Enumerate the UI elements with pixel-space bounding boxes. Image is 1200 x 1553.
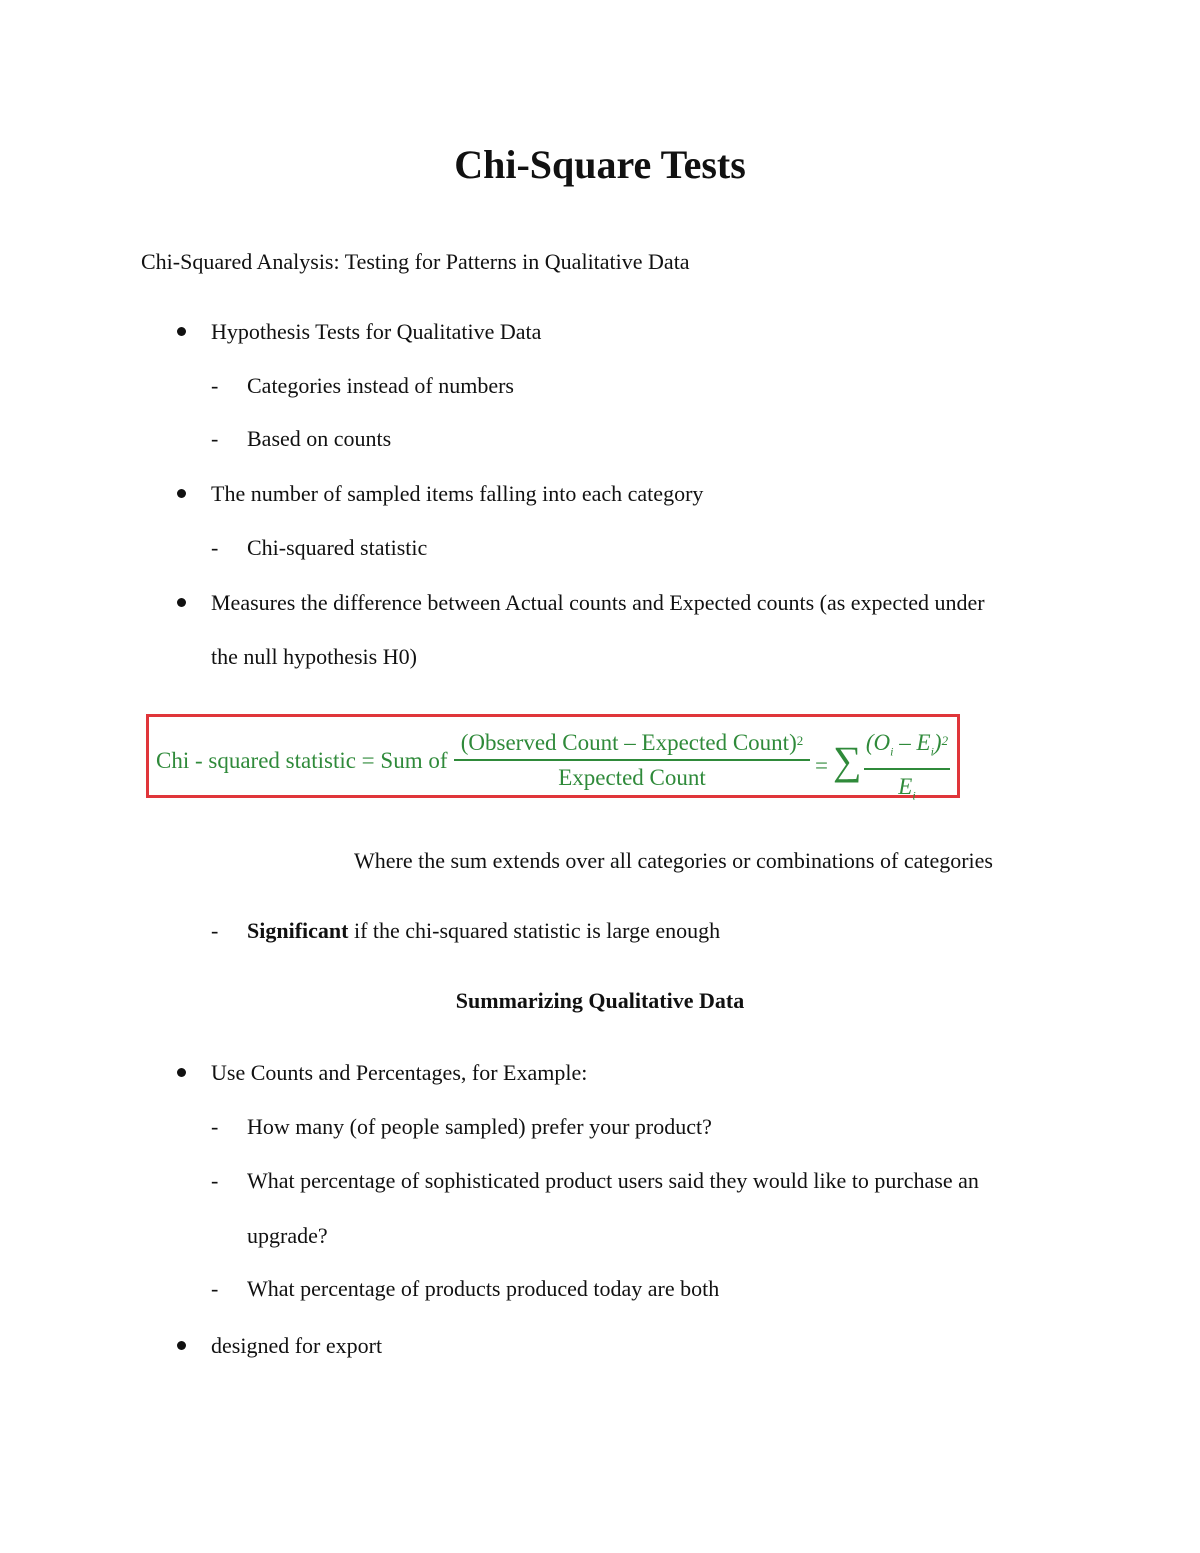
formula-o: (O	[865, 730, 891, 755]
formula-e: – E	[893, 730, 931, 755]
dash-marker: -	[211, 1114, 219, 1139]
dash-marker: -	[211, 426, 219, 451]
formula-box	[146, 714, 960, 803]
sub-list-item: Categories instead of numbers	[247, 373, 514, 398]
sub-list-item: What percentage of sophisticated product users said they would like to purchase an	[247, 1168, 979, 1193]
list-item: Use Counts and Percentages, for Example:	[211, 1060, 588, 1085]
sub-list-item	[247, 917, 720, 945]
significant-rest: if the chi-squared statistic is large enough	[348, 918, 721, 943]
sigma-icon: ∑	[833, 738, 862, 783]
sub-list-item-continuation: upgrade?	[247, 1223, 328, 1248]
dash-marker: -	[211, 918, 219, 943]
formula-symbolic-denominator	[864, 773, 950, 810]
sub-list-item: How many (of people sampled) prefer your product?	[247, 1114, 712, 1139]
list-item-continuation: the null hypothesis H0)	[211, 644, 417, 669]
bullet-icon	[177, 1068, 186, 1077]
formula-fraction-symbolic	[864, 729, 950, 809]
formula-e-denominator-sub: i	[912, 788, 916, 803]
formula-close-paren: )	[933, 730, 942, 755]
formula-numerator-text: (Observed Count – Expected Count)	[460, 730, 797, 755]
fraction-bar	[454, 759, 810, 761]
section-subtitle: Summarizing Qualitative Data	[455, 988, 745, 1013]
formula-symbolic-exponent: 2	[941, 733, 949, 748]
sub-list-item: What percentage of products produced today are both	[247, 1276, 720, 1301]
formula-denominator: Expected Count	[558, 765, 706, 790]
formula-equals: =	[815, 753, 828, 778]
bullet-icon	[177, 1341, 186, 1350]
section-heading: Chi-Squared Analysis: Testing for Patterns in Qualitative Data	[141, 249, 690, 274]
formula-numerator	[454, 729, 810, 757]
bullet-icon	[177, 598, 186, 607]
list-item: Hypothesis Tests for Qualitative Data	[211, 319, 542, 344]
formula-e-sub: i	[930, 744, 934, 759]
fraction-bar	[864, 768, 950, 770]
bullet-icon	[177, 327, 186, 336]
formula-note: Where the sum extends over all categories or combinations of categories	[354, 848, 993, 873]
formula-label: Chi - squared statistic = Sum of	[156, 748, 448, 773]
bullet-icon	[177, 489, 186, 498]
sub-list-item: Based on counts	[247, 426, 392, 451]
formula-o-sub: i	[890, 744, 894, 759]
sub-list-item: Chi-squared statistic	[247, 535, 428, 560]
formula-symbolic-numerator	[864, 729, 950, 766]
dash-marker: -	[211, 1168, 219, 1193]
dash-marker: -	[211, 535, 219, 560]
formula-fraction	[454, 729, 810, 792]
page-title: Chi-Square Tests	[454, 142, 746, 187]
list-item: designed for export	[211, 1333, 383, 1358]
dash-marker: -	[211, 1276, 219, 1301]
dash-marker: -	[211, 373, 219, 398]
formula-e-denominator: E	[898, 773, 913, 799]
formula-numerator-exponent: 2	[796, 733, 804, 748]
list-item: Measures the difference between Actual counts and Expected counts (as expected under	[211, 590, 985, 615]
list-item: The number of sampled items falling into each category	[211, 481, 704, 506]
significant-bold: Significant	[247, 918, 349, 943]
